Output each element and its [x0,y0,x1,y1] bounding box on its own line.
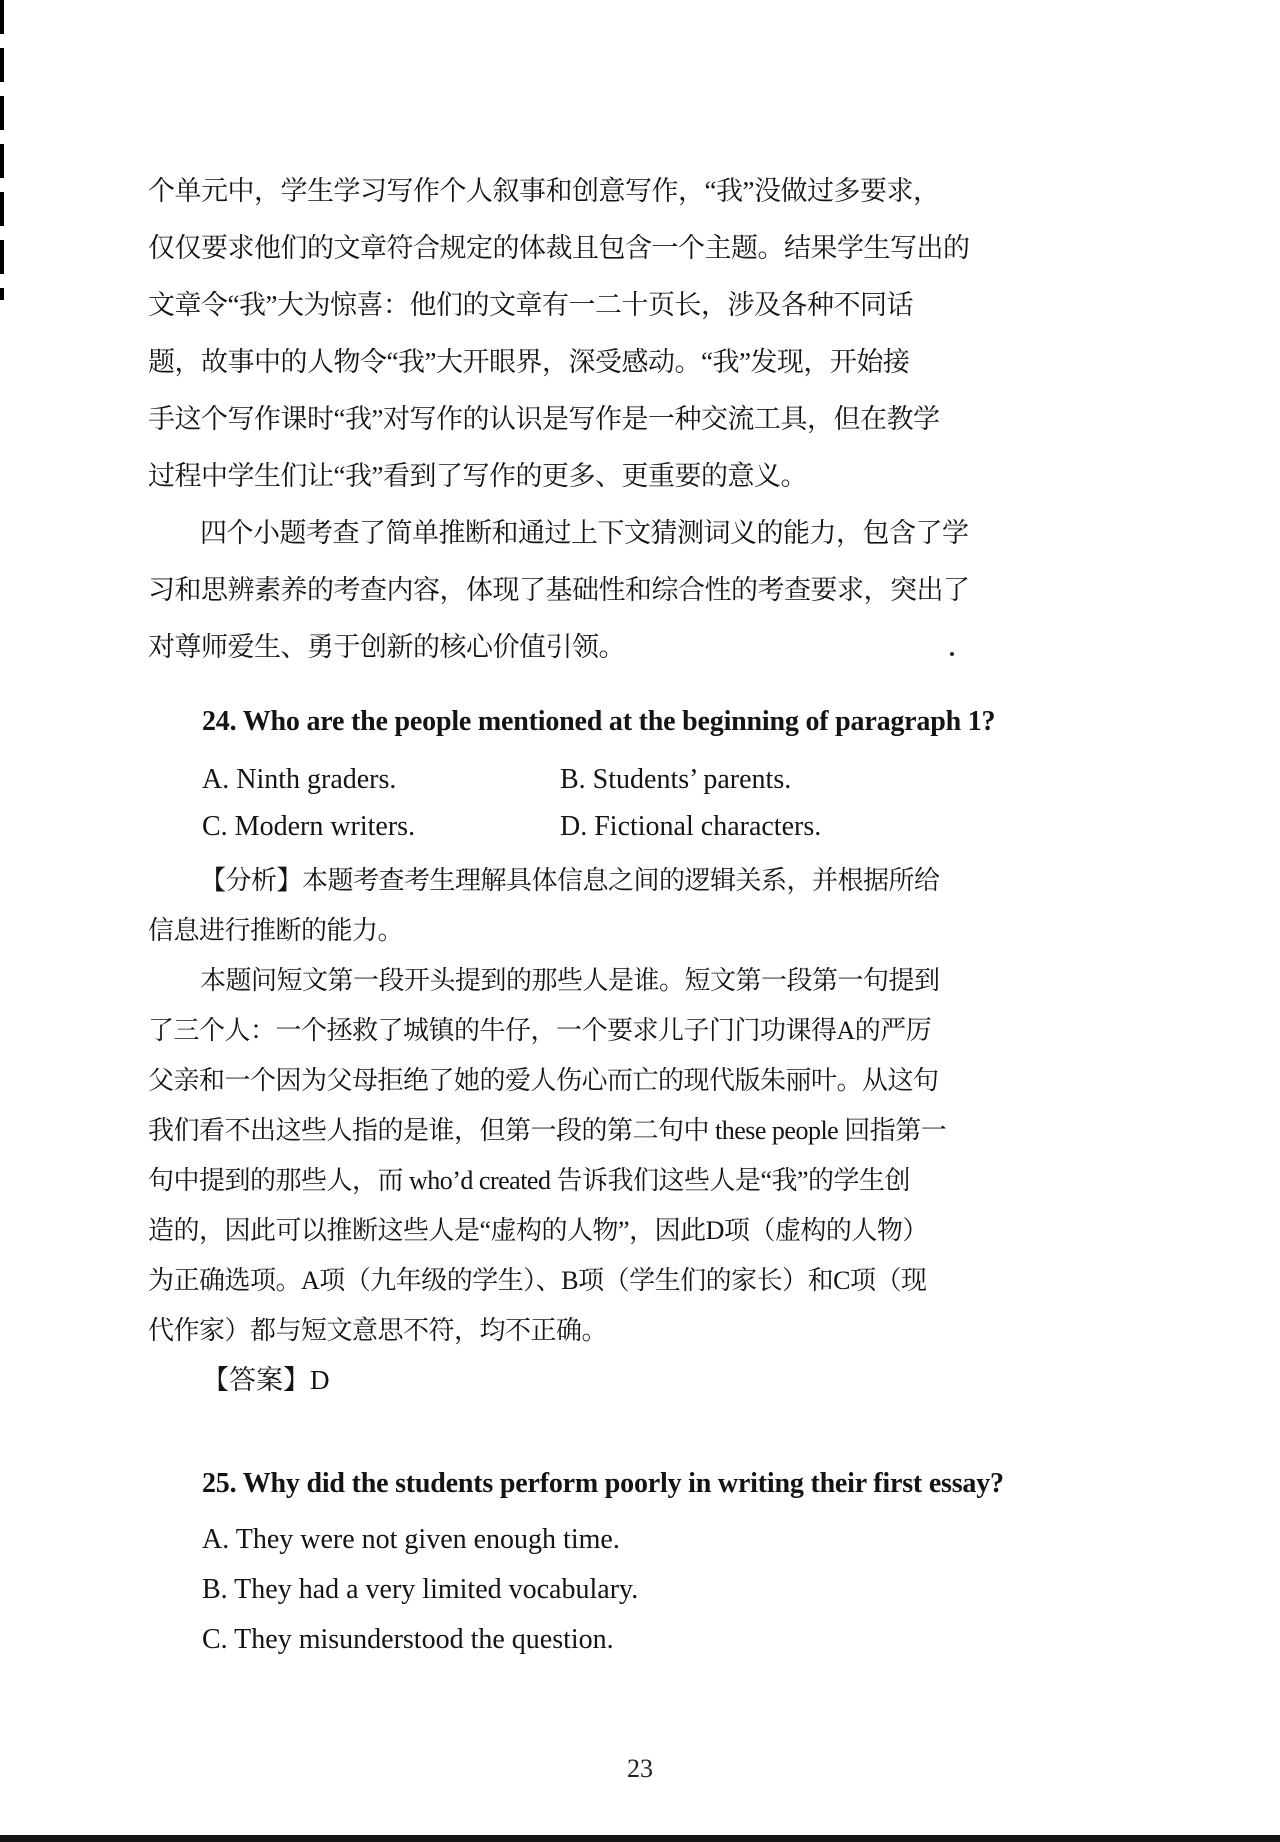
text-line: 【分析】本题考查考生理解具体信息之间的逻辑关系，并根据所给 [200,866,940,895]
text-line: 题，故事中的人物令“我”大开眼界，深受感动。“我”发现，开始接 [148,347,910,377]
text-line: 对尊师爱生、勇于创新的核心价值引领。 [148,632,625,662]
text-line: 句中提到的那些人，而 who’d created 告诉我们这些人是“我”的学生创 [148,1166,911,1195]
text-line: 本题问短文第一段开头提到的那些人是谁。短文第一段第一句提到 [200,966,940,995]
text-line: 造的，因此可以推断这些人是“虚构的人物”，因此D项（虚构的人物） [148,1216,928,1245]
option-b: B. They had a very limited vocabulary. [202,1574,639,1605]
text-line: 习和思辨素养的考查内容，体现了基础性和综合性的考查要求，突出了 [148,575,970,605]
option-c: C. They misunderstood the question. [202,1624,614,1655]
analysis-section [148,856,964,1356]
text-line: 代作家）都与短文意思不符，均不正确。 [148,1316,608,1345]
text-line: 文章令“我”大为惊喜：他们的文章有一二十页长，涉及各种不同话 [148,290,913,320]
question-25-stem: 25. Why did the students perform poorly in writing their first essay? [202,1468,1004,1499]
text-line: 个单元中，学生学习写作个人叙事和创意写作，“我”没做过多要求， [148,176,940,206]
text-line: 四个小题考查了简单推断和通过上下文猜测词义的能力，包含了学 [200,518,969,548]
text-line: 为正确选项。A项（九年级的学生）、B项（学生们的家长）和C项（现 [148,1266,927,1295]
text-line: 了三个人：一个拯救了城镇的牛仔，一个要求儿子门门功课得A的严厉 [148,1016,932,1045]
commentary-paragraphs [148,163,970,676]
option-d: D. Fictional characters. [560,811,822,842]
text-line: 信息进行推断的能力。 [148,916,404,945]
text-line: 仅仅要求他们的文章符合规定的体裁且包含一个主题。结果学生写出的 [148,233,970,263]
scan-edge-artifact-bottom [0,1835,1280,1842]
text-line: 手这个写作课时“我”对写作的认识是写作是一种交流工具，但在教学 [148,404,940,434]
page-number: 23 [627,1754,653,1783]
text-line: 过程中学生们让“我”看到了写作的更多、更重要的意义。 [148,461,807,491]
text-line: 我们看不出这些人指的是谁，但第一段的第二句中 these people 回指第一 [148,1116,947,1145]
scan-edge-artifact-left [0,0,4,300]
question-24-options [202,756,964,850]
text-line: 父亲和一个因为父母拒绝了她的爱人伤心而亡的现代版朱丽叶。从这句 [148,1066,939,1095]
answer-line: 【答案】D [202,1365,330,1395]
question-24-stem: 24. Who are the people mentioned at the beginning of paragraph 1? [202,706,996,737]
option-c: C. Modern writers. [202,811,416,842]
scan-dot-artifact [950,652,954,656]
option-a: A. They were not given enough time. [202,1524,620,1555]
option-b: B. Students’ parents. [560,764,792,795]
option-a: A. Ninth graders. [202,764,397,795]
question-25-options [202,1515,638,1665]
